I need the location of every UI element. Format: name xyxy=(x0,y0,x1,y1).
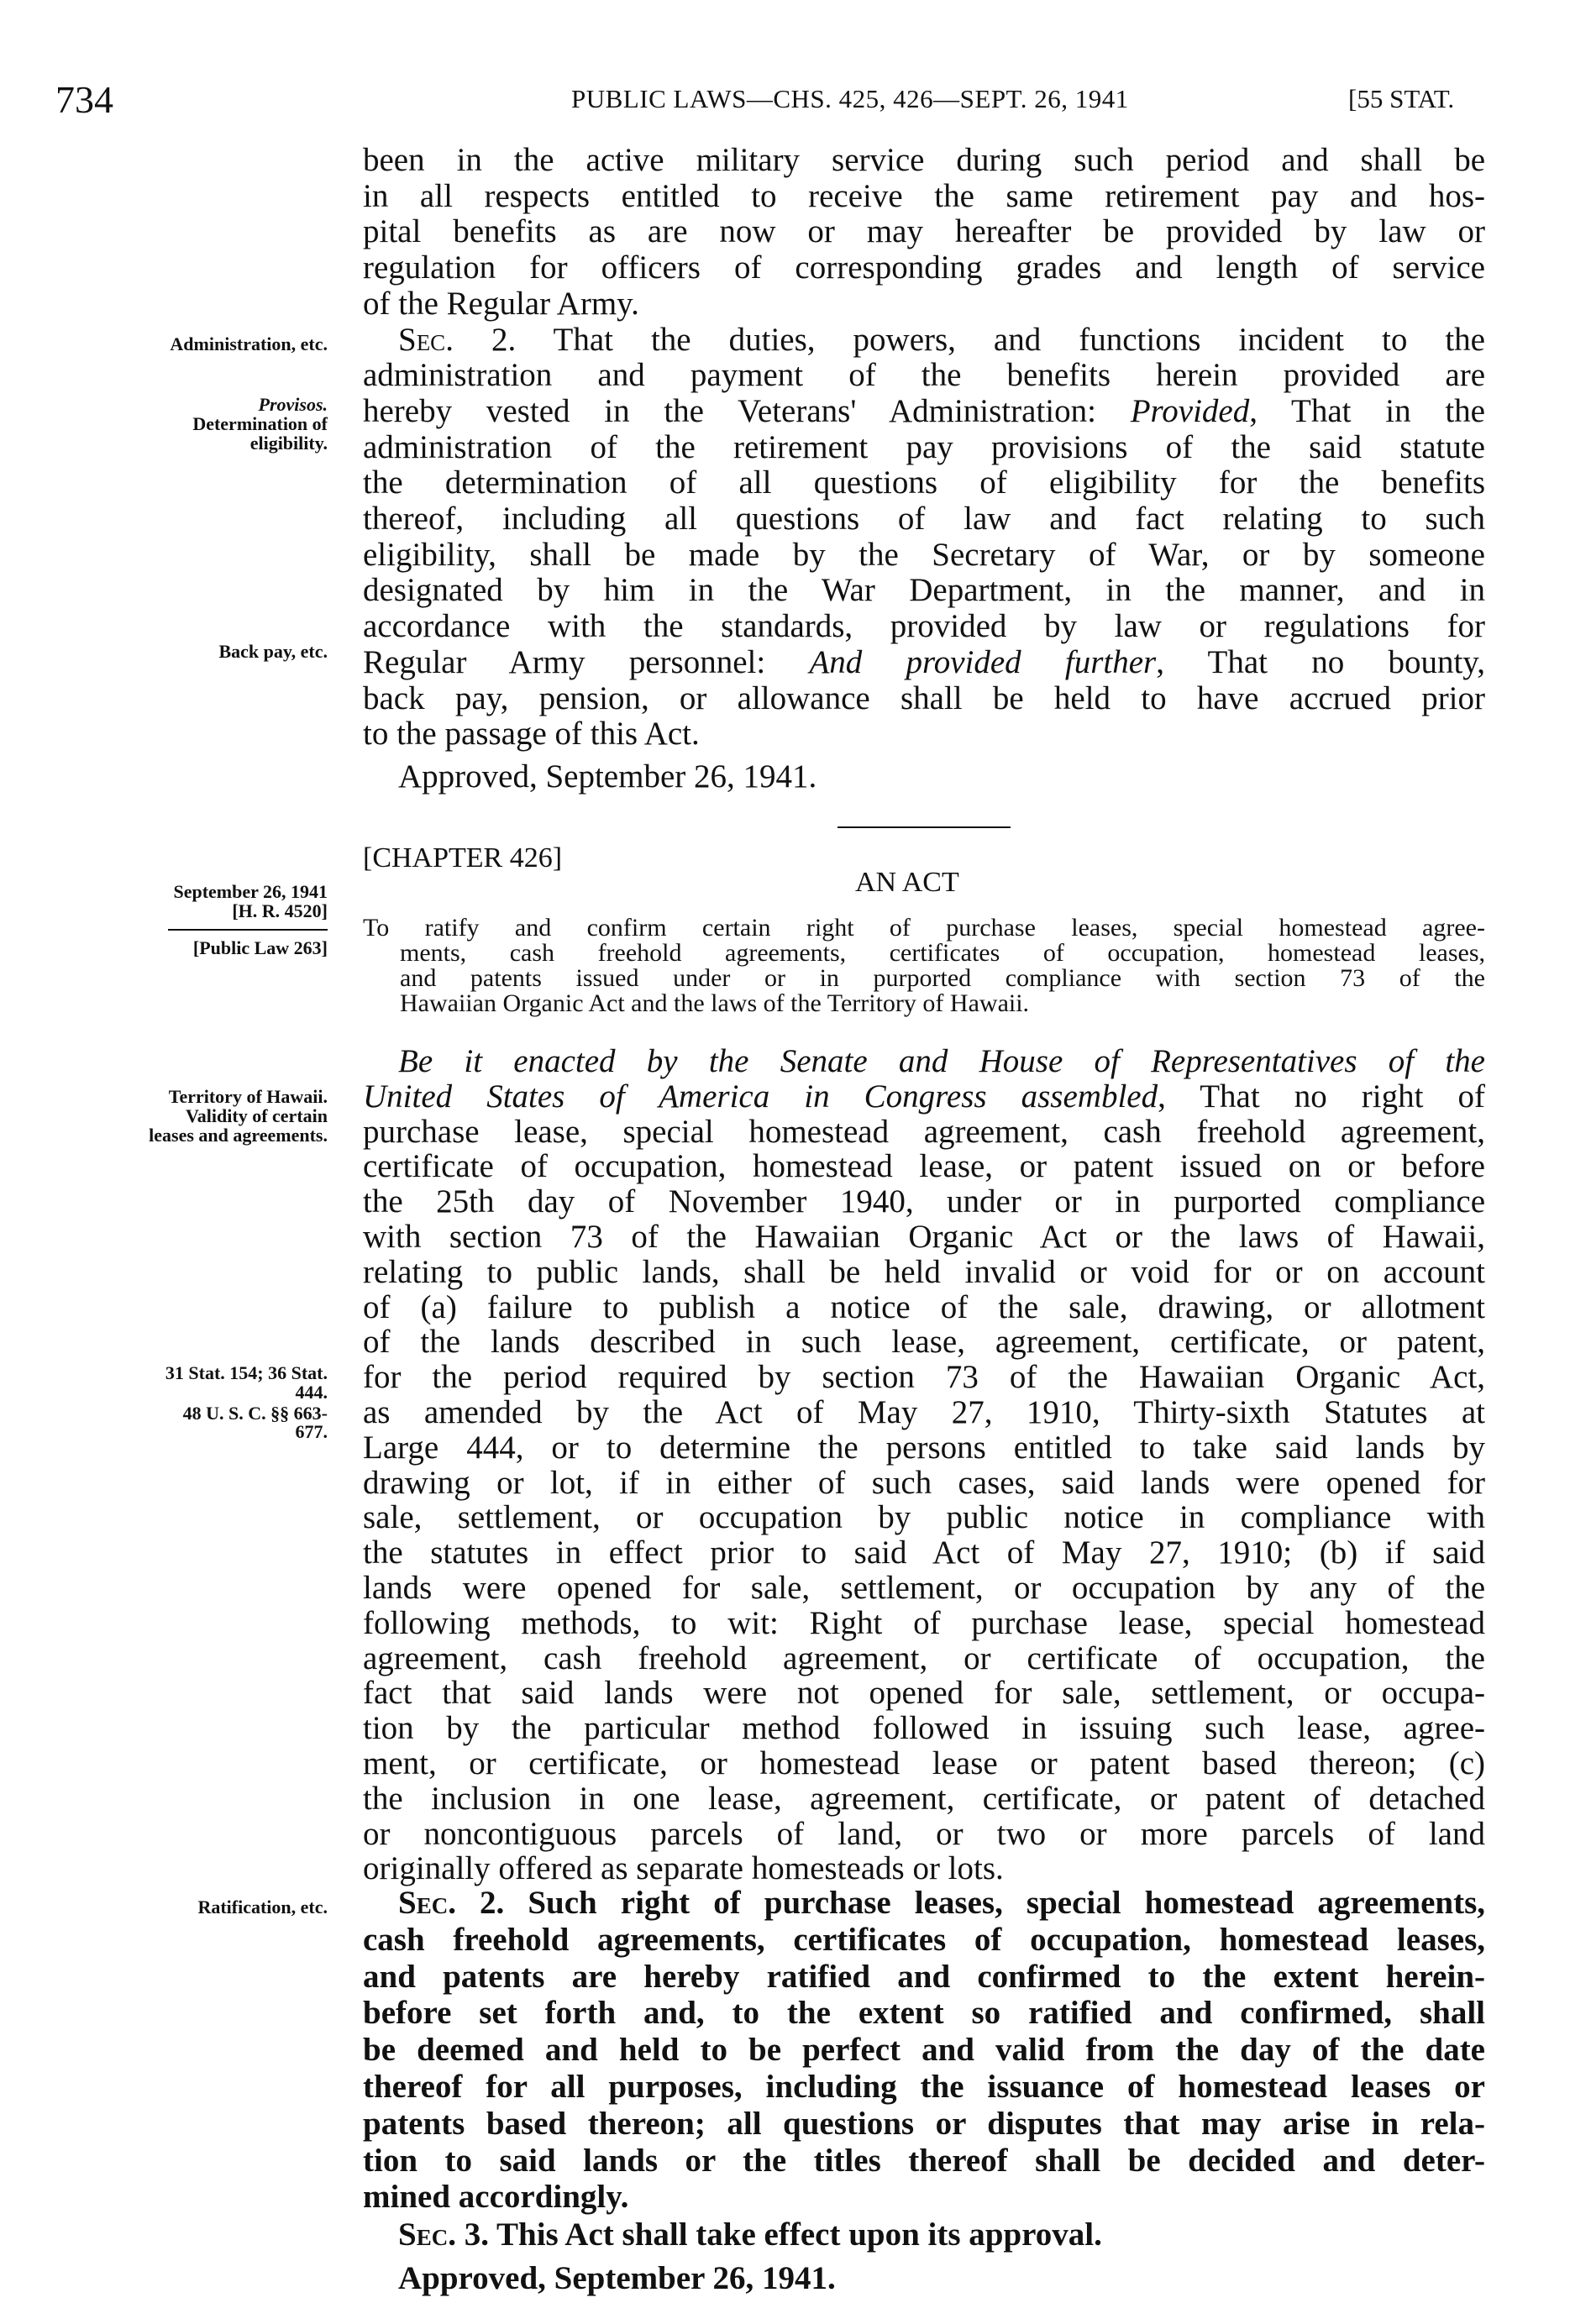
section-1-line: of the lands described in such lease, agreement, certificate, or patent, xyxy=(363,1324,1485,1361)
prior-chapter-line: designated by him in the War Department, in the manner, and in xyxy=(363,572,1485,609)
prior-chapter-line: regulation for officers of corresponding grades and length of service xyxy=(363,249,1485,286)
volume-reference: [55 STAT. xyxy=(1348,84,1455,113)
italic-text: And provided further xyxy=(809,643,1157,680)
section-1-line: drawing or lot, if in either of such cases, said lands were opened for xyxy=(363,1464,1485,1501)
section-1-line: tion by the particular method followed in issuing such lease, agree- xyxy=(363,1710,1485,1747)
section-1-line: originally offered as separate homesteads or lots. xyxy=(363,1850,1004,1887)
prior-chapter-line xyxy=(363,323,1485,358)
text-segment: Such right of purchase leases, special homestead agreements, xyxy=(504,1885,1485,1921)
section-2-line: be deemed and held to be perfect and valid from the day of the date xyxy=(363,2032,1485,2069)
section-1-line: with section 73 of the Hawaiian Organic Act or the laws of Hawaii, xyxy=(363,1219,1485,1255)
section-2-line: mined accordingly. xyxy=(363,2179,629,2216)
section-1-line: agreement, cash freehold agreement, or certificate of occupation, the xyxy=(363,1639,1485,1676)
title-line: ments, cash freehold agreements, certificates of occupation, homestead leases, xyxy=(400,939,1485,967)
section-1-line xyxy=(363,1044,1485,1079)
margin-note: [Public Law 263] xyxy=(192,937,328,958)
prior-chapter-line xyxy=(363,645,1485,680)
prior-chapter-line xyxy=(363,394,1485,429)
margin-note: 48 U. S. C. §§ 663- xyxy=(182,1403,328,1424)
act-label: AN ACT xyxy=(855,867,959,898)
margin-note: Administration, etc. xyxy=(170,333,328,354)
prior-chapter-line: to the passage of this Act. xyxy=(363,716,700,753)
section-label: Sec. 2. xyxy=(398,321,517,358)
margin-note: Determination of xyxy=(192,413,328,434)
margin-note: Territory of Hawaii. xyxy=(168,1086,328,1107)
text-segment: , That no right of xyxy=(1158,1078,1485,1115)
section-3-line: Approved, September 26, 1941. xyxy=(398,2260,836,2296)
text-segment: hereby vested in the Veterans' Administration: xyxy=(363,392,1131,429)
prior-chapter-line: pital benefits as are now or may hereafter be provided by law or xyxy=(363,213,1485,250)
chapter-heading: [CHAPTER 426] xyxy=(363,842,563,873)
margin-note: Ratification, etc. xyxy=(197,1896,328,1917)
section-label: Sec. 2. xyxy=(398,1885,505,1921)
prior-chapter-line: accordance with the standards, provided by law or regulations for xyxy=(363,608,1485,645)
text-segment: , That in the xyxy=(1249,392,1485,429)
prior-chapter-line: Approved, September 26, 1941. xyxy=(398,758,817,795)
section-1-line: following methods, to wit: Right of purchase lease, special homestead xyxy=(363,1604,1485,1641)
margin-note: Validity of certain xyxy=(185,1105,328,1126)
section-2-line: cash freehold agreements, certificates of occupation, homestead leases, xyxy=(363,1921,1485,1958)
italic-text: Provided xyxy=(1130,392,1250,429)
chapter-divider-rule xyxy=(838,826,1011,828)
text-segment: That the duties, powers, and functions incident to the xyxy=(516,321,1485,358)
margin-rule xyxy=(168,929,328,931)
text-segment: , That no bounty, xyxy=(1156,643,1486,680)
prior-chapter-line: of the Regular Army. xyxy=(363,285,639,322)
margin-note: Back pay, etc. xyxy=(218,641,328,662)
prior-chapter-line: thereof, including all questions of law and fact relating to such xyxy=(363,501,1485,537)
running-head: PUBLIC LAWS—CHS. 425, 426—SEPT. 26, 1941 xyxy=(571,84,1129,113)
section-1-line: ment, or certificate, or homestead lease or patent based thereon; (c) xyxy=(363,1745,1485,1781)
section-1-line: certificate of occupation, homestead lease, or patent issued on or before xyxy=(363,1148,1485,1185)
section-label: Sec. 3. xyxy=(398,2216,489,2253)
section-1-line: the inclusion in one lease, agreement, certificate, or patent of detached xyxy=(363,1780,1485,1817)
section-1-line xyxy=(363,1079,1485,1115)
section-2-line xyxy=(363,1886,1485,1921)
section-2-line: thereof for all purposes, including the issuance of homestead leases or xyxy=(363,2069,1485,2105)
page-number: 734 xyxy=(55,78,113,121)
margin-note: leases and agreements. xyxy=(149,1125,328,1146)
section-1-line: sale, settlement, or occupation by public notice in compliance with xyxy=(363,1499,1485,1536)
margin-note: Provisos. xyxy=(258,394,328,415)
text-segment: This Act shall take effect upon its approval. xyxy=(488,2216,1102,2253)
section-1-line: the 25th day of November 1940, under or in purported compliance xyxy=(363,1183,1485,1220)
margin-note: eligibility. xyxy=(249,433,328,454)
section-1-line: Large 444, or to determine the persons entitled to take said lands by xyxy=(363,1429,1485,1466)
prior-chapter-line: the determination of all questions of eligibility for the benefits xyxy=(363,464,1485,501)
section-1-line: purchase lease, special homestead agreement, cash freehold agreement, xyxy=(363,1113,1485,1150)
title-line: and patents issued under or in purported compliance with section 73 of the xyxy=(400,964,1485,992)
section-1-line: fact that said lands were not opened for sale, settlement, or occupa- xyxy=(363,1675,1485,1712)
section-1-line: for the period required by section 73 of the Hawaiian Organic Act, xyxy=(363,1359,1485,1396)
section-2-line: patents based thereon; all questions or disputes that may arise in rela- xyxy=(363,2105,1485,2142)
title-line: To ratify and confirm certain right of purchase leases, special homestead agree- xyxy=(363,914,1485,942)
section-1-line: as amended by the Act of May 27, 1910, Thirty-sixth Statutes at xyxy=(363,1394,1485,1430)
section-2-line: before set forth and, to the extent so ratified and confirmed, shall xyxy=(363,1995,1485,2032)
section-1-line: the statutes in effect prior to said Act of May 27, 1910; (b) if said xyxy=(363,1534,1485,1571)
prior-chapter-line: back pay, pension, or allowance shall be held to have accrued prior xyxy=(363,679,1485,716)
title-line: Hawaiian Organic Act and the laws of the Territory of Hawaii. xyxy=(400,989,1030,1017)
margin-note: [H. R. 4520] xyxy=(232,900,328,921)
margin-note: 677. xyxy=(295,1421,328,1442)
italic-text: Be it enacted by the Senate and House of Representatives of the xyxy=(398,1043,1485,1079)
text-segment: Regular Army personnel: xyxy=(363,643,810,680)
section-3-line xyxy=(363,2217,1485,2253)
margin-note: 31 Stat. 154; 36 Stat. xyxy=(165,1362,328,1383)
prior-chapter-line: in all respects entitled to receive the same retirement pay and hos- xyxy=(363,177,1485,214)
section-2-line: tion to said lands or the titles thereof shall be decided and deter- xyxy=(363,2142,1485,2179)
section-1-line: of (a) failure to publish a notice of the sale, drawing, or allotment xyxy=(363,1288,1485,1325)
prior-chapter-line: been in the active military service during such period and shall be xyxy=(363,142,1485,178)
section-2-line: and patents are hereby ratified and confirmed to the extent herein- xyxy=(363,1958,1485,1995)
section-1-line: relating to public lands, shall be held invalid or void for or on account xyxy=(363,1253,1485,1290)
margin-note: 444. xyxy=(295,1382,328,1403)
margin-note: September 26, 1941 xyxy=(173,881,328,902)
italic-text: United States of America in Congress assembled xyxy=(363,1078,1158,1115)
section-1-line: or noncontiguous parcels of land, or two or more parcels of land xyxy=(363,1815,1485,1852)
section-1-line: lands were opened for sale, settlement, or occupation by any of the xyxy=(363,1570,1485,1606)
prior-chapter-line: administration of the retirement pay provisions of the said statute xyxy=(363,428,1485,465)
prior-chapter-line: administration and payment of the benefits herein provided are xyxy=(363,357,1485,394)
prior-chapter-line: eligibility, shall be made by the Secretary of War, or by someone xyxy=(363,536,1485,573)
